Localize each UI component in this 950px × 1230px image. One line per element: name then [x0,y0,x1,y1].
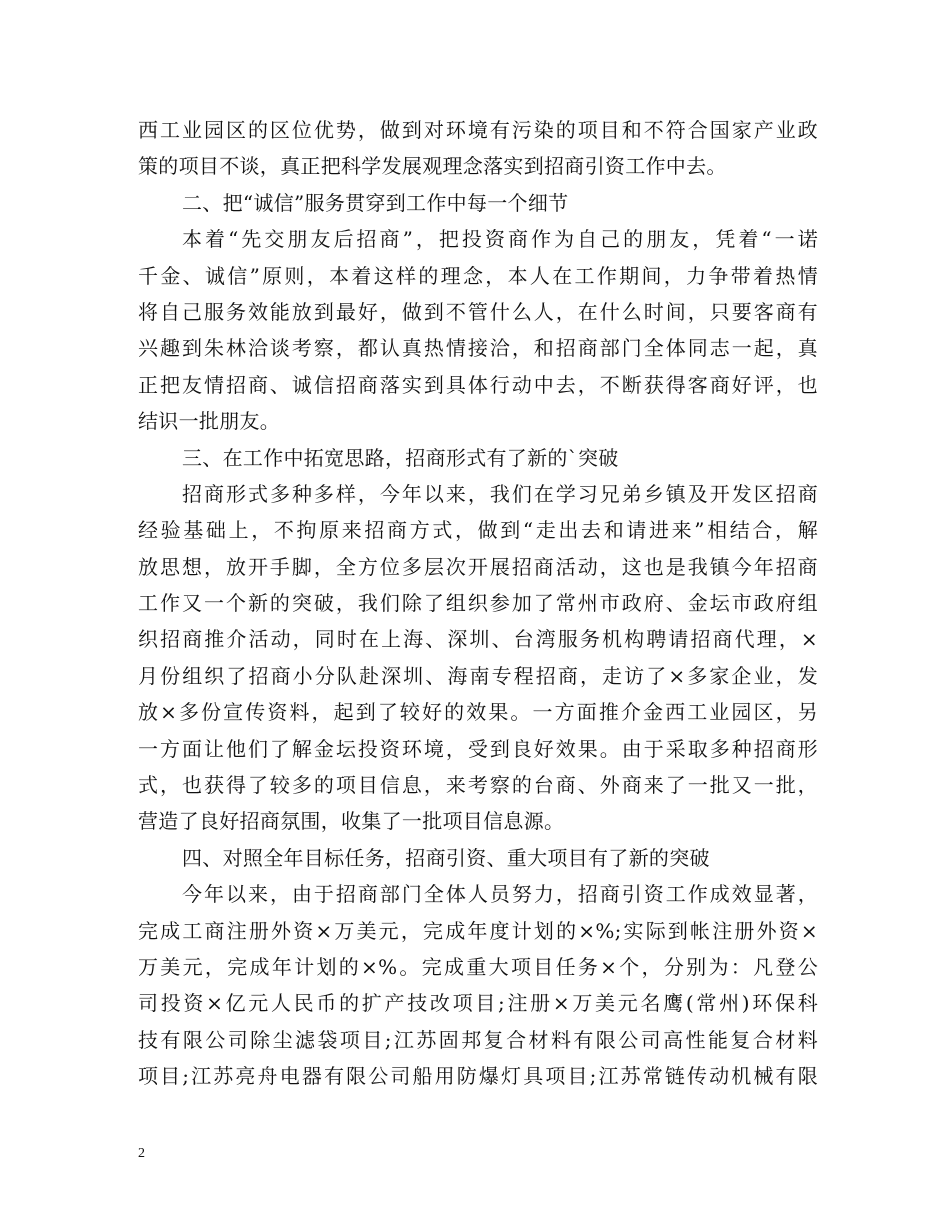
text-line: 完成工商注册外资×万美元，完成年度计划的×%;实际到帐注册外资× [138,918,818,943]
body-text [138,112,818,1095]
section-heading: 四、对照全年目标任务，招商引资、重大项目有了新的突破 [182,845,710,870]
text-line: 技有限公司除尘滤袋项目;江苏固邦复合材料有限公司高性能复合材料 [138,1027,818,1052]
text-line: 今年以来，由于招商部门全体人员努力，招商引资工作成效显著， [182,882,818,907]
section-heading: 二、把“诚信”服务贯穿到工作中每一个细节 [182,190,569,215]
text-line: 结识一批朋友。 [138,409,281,434]
text-line: 项目;江苏亮舟电器有限公司船用防爆灯具项目;江苏常链传动机械有限 [138,1064,818,1089]
text-line: 织招商推介活动，同时在上海、深圳、台湾服务机构聘请招商代理，× [138,627,818,652]
text-line: 司投资×亿元人民币的扩产技改项目;注册×万美元名鹰(常州)环保科 [138,991,818,1016]
text-line: 工作又一个新的突破，我们除了组织参加了常州市政府、金坛市政府组 [138,591,818,616]
text-line: 西工业园区的区位优势，做到对环境有污染的项目和不符合国家产业政 [138,118,818,142]
text-line: 将自己服务效能放到最好，做到不管什么人，在什么时间，只要客商有 [138,299,818,324]
text-line: 招商形式多种多样，今年以来，我们在学习兄弟乡镇及开发区招商 [182,481,818,506]
text-line: 兴趣到朱林洽谈考察，都认真热情接洽，和招商部门全体同志一起，真 [138,336,818,361]
text-line: 一方面让他们了解金坛投资环境，受到良好效果。由于采取多种招商形 [138,736,818,761]
text-line: 正把友情招商、诚信招商落实到具体行动中去，不断获得客商好评，也 [138,372,818,397]
text-line: 万美元，完成年计划的×%。完成重大项目任务×个，分别为：凡登公 [138,954,818,979]
text-line: 式，也获得了较多的项目信息，来考察的台商、外商来了一批又一批， [138,773,818,798]
text-line: 营造了良好招商氛围，收集了一批项目信息源。 [138,809,565,834]
text-line: 千金、诚信”原则，本着这样的理念，本人在工作期间，力争带着热情 [138,263,818,288]
text-line: 本着“先交朋友后招商”，把投资商作为自己的朋友，凭着“一诺 [182,227,818,252]
page-number: 2 [138,1146,145,1161]
text-line: 策的项目不谈，真正把科学发展观理念落实到招商引资工作中去。 [138,154,727,179]
section-heading: 三、在工作中拓宽思路，招商形式有了新的`突破 [182,445,619,470]
text-line: 经验基础上，不拘原来招商方式，做到“走出去和请进来”相结合，解 [138,518,818,543]
text-line: 月份组织了招商小分队赴深圳、海南专程招商，走访了×多家企业，发 [138,663,818,688]
text-line: 放思想，放开手脚，全方位多层次开展招商活动，这也是我镇今年招商 [138,554,818,579]
text-line: 放×多份宣传资料，起到了较好的效果。一方面推介金西工业园区，另 [138,700,818,725]
